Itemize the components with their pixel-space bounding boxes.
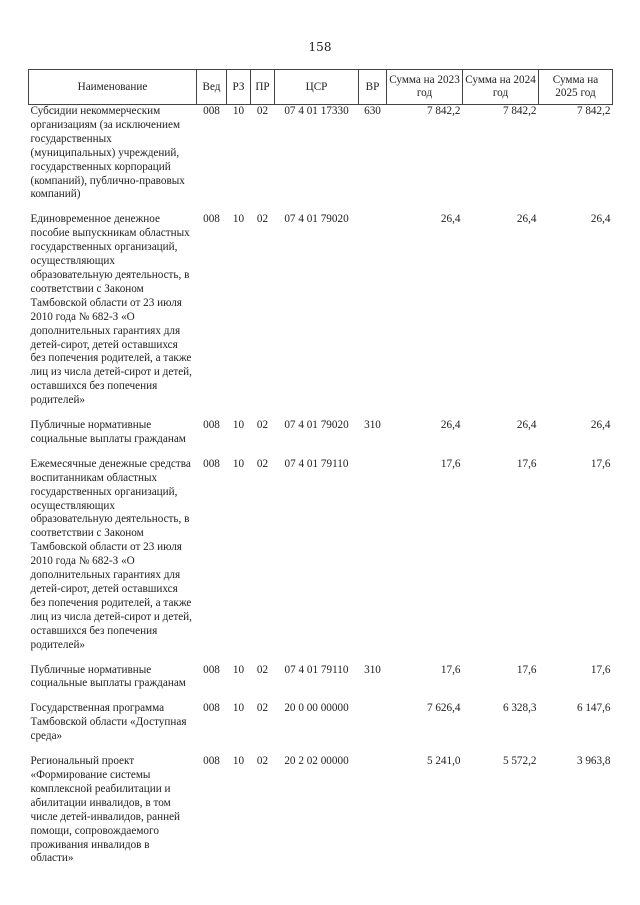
- row-csr: 07 4 01 79020: [284, 213, 349, 226]
- row-name: Единовременное денежное пособие выпускникам областных государственных организаций, осуществляющих образовательную деятельность, в соответствии с Законом Тамбовской области от 23 июля 2010 года № 682-З «О дополнительных гарантиях для детей-сирот, детей оставшихся без попечения родителей, а также лиц из числа детей-сирот и детей, оставшихся без попечения родителей»: [30, 213, 192, 407]
- row-pr: 02: [256, 105, 269, 117]
- table-row: [29, 755, 613, 877]
- header-rz: РЗ: [227, 70, 251, 105]
- row-csr: 20 0 00 00000: [284, 702, 349, 715]
- row-sum-2023: 26,4: [440, 213, 461, 226]
- row-sum-2023: 7 842,2: [426, 105, 461, 117]
- row-sum-2025: 26,4: [590, 419, 611, 432]
- row-sum-2025: 6 147,6: [576, 702, 611, 715]
- row-sum-2025: 17,6: [590, 663, 611, 676]
- header-sum-2023: Сумма на 2023 год: [387, 70, 463, 105]
- row-sum-2025: 17,6: [590, 457, 611, 470]
- row-ved: 008: [203, 663, 220, 676]
- row-sum-2024: 7 842,2: [502, 105, 537, 117]
- row-ved: 008: [203, 457, 220, 470]
- row-sum-2024: 5 572,2: [502, 755, 537, 768]
- row-ved: 008: [203, 702, 220, 715]
- row-csr: 07 4 01 17330: [284, 105, 349, 117]
- row-sum-2025: 7 842,2: [576, 105, 611, 117]
- table-row: [29, 105, 613, 214]
- table-row: [29, 702, 613, 755]
- table-row: [29, 458, 613, 664]
- row-sum-2024: 17,6: [516, 457, 537, 470]
- page-number: 158: [308, 40, 332, 54]
- row-sum-2023: 5 241,0: [426, 755, 461, 768]
- row-vr: 310: [364, 663, 381, 676]
- row-sum-2023: 7 626,4: [426, 702, 461, 715]
- row-ved: 008: [203, 105, 220, 117]
- row-name: Региональный проект «Формирование системы комплексной реабилитации и абилитации инвалидов, в том числе детей-инвалидов, ранней помощи, сопровождаемого проживания инвалидов в области»: [30, 755, 181, 865]
- row-vr: 310: [364, 419, 381, 432]
- row-rz: 10: [232, 419, 245, 432]
- row-csr: 20 2 02 00000: [284, 755, 349, 768]
- table-row: [29, 419, 613, 458]
- row-sum-2024: 26,4: [516, 213, 537, 226]
- row-rz: 10: [232, 105, 245, 117]
- row-pr: 02: [256, 702, 269, 715]
- header-ved: Вед: [197, 70, 227, 105]
- header-name: Наименование: [29, 70, 197, 105]
- row-name: Субсидии некоммерческим организациям (за исключением государственных (муниципальных) учреждений, государственных корпораций (компаний), публично-правовых компаний): [30, 105, 185, 201]
- row-csr: 07 4 01 79020: [284, 419, 349, 432]
- row-ved: 008: [203, 755, 220, 768]
- table-header-row: [29, 70, 613, 105]
- row-vr: [359, 755, 387, 877]
- row-name: Государственная программа Тамбовской области «Доступная среда»: [30, 702, 187, 743]
- row-ved: 008: [203, 213, 220, 226]
- row-pr: 02: [256, 213, 269, 226]
- row-rz: 10: [232, 213, 245, 226]
- row-ved: 008: [203, 419, 220, 432]
- row-pr: 02: [256, 457, 269, 470]
- row-pr: 02: [256, 755, 269, 768]
- row-sum-2024: 6 328,3: [502, 702, 537, 715]
- row-sum-2023: 17,6: [440, 663, 461, 676]
- row-name: Публичные нормативные социальные выплаты гражданам: [30, 419, 186, 445]
- row-sum-2023: 26,4: [440, 419, 461, 432]
- row-name: Ежемесячные денежные средства воспитанникам областных государственных организаций, осуществляющих образовательную деятельность, в соответствии с Законом Тамбовской области от 23 июля 2010 года № 682-З «О дополнительных гарантиях для детей-сирот, детей оставшихся без попечения родителей, а также лиц из числа детей-сирот и детей, оставшихся без попечения родителей»: [30, 457, 192, 651]
- row-rz: 10: [232, 702, 245, 715]
- row-rz: 10: [232, 663, 245, 676]
- row-rz: 10: [232, 457, 245, 470]
- header-pr: ПР: [251, 70, 275, 105]
- header-sum-2024: Сумма на 2024 год: [463, 70, 539, 105]
- header-csr: ЦСР: [275, 70, 359, 105]
- row-pr: 02: [256, 419, 269, 432]
- row-vr: [359, 213, 387, 419]
- row-csr: 07 4 01 79110: [284, 663, 349, 676]
- row-csr: 07 4 01 79110: [284, 457, 349, 470]
- row-vr: [359, 458, 387, 664]
- row-sum-2024: 26,4: [516, 419, 537, 432]
- row-rz: 10: [232, 755, 245, 768]
- row-sum-2025: 3 963,8: [576, 755, 611, 768]
- row-sum-2024: 17,6: [516, 663, 537, 676]
- row-vr: 630: [364, 105, 381, 117]
- row-sum-2025: 26,4: [590, 213, 611, 226]
- table-row: [29, 664, 613, 703]
- budget-table: [28, 69, 613, 877]
- row-vr: [359, 702, 387, 755]
- row-name: Публичные нормативные социальные выплаты гражданам: [30, 663, 186, 690]
- row-pr: 02: [256, 663, 269, 676]
- header-sum-2025: Сумма на 2025 год: [539, 70, 613, 105]
- table-row: [29, 213, 613, 419]
- header-vr: ВР: [359, 70, 387, 105]
- row-sum-2023: 17,6: [440, 457, 461, 470]
